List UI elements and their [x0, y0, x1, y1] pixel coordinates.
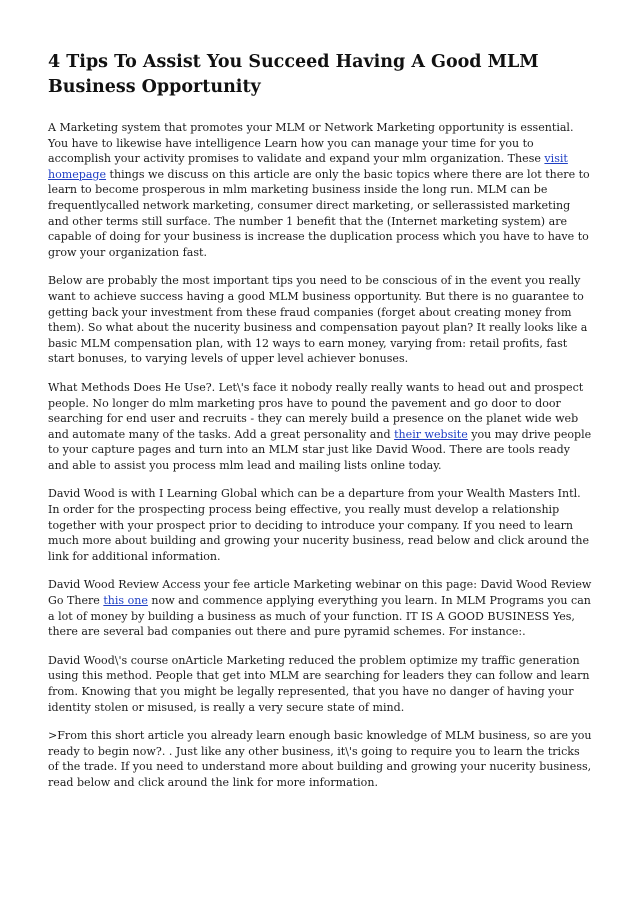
paragraph-1-text-after: things we discuss on this article are only the basic topics where there are lot there to learn to become prosperous in mlm marketing business inside the long run. MLM can be frequentlycalled network marketing, consumer direct marketing, or sellerassisted marketing and other terms still surface. The number 1 benefit that the (Internet marketing system) are capable of doing for your business is increase the duplication process which you have to have to grow your organization fast.: [48, 167, 590, 259]
document-page: [48, 50, 592, 804]
paragraph-3-text-before: What Methods Does He Use?. Let\'s face it nobody really really wants to head out and prospect people. No longer do mlm marketing pros have to pound the pavement and go door to door searching for end user and recruits - they can merely build a presence on the planet wide web and automate many of the tasks. Add a great personality and: [48, 380, 584, 441]
paragraph-3-text-after: you may drive people to your capture pages and turn into an MLM star just like David Wood. There are tools ready and able to assist you process mlm lead and mailing lists online today.: [48, 427, 592, 472]
paragraph-5-text-after: now and commence applying everything you learn. In MLM Programs you can a lot of money by building a business as much of your function. IT IS A GOOD BUSINESS Yes, there are several bad companies out there and pure pyramid schemes. For instance:.: [48, 594, 591, 639]
this-one-link[interactable]: this one: [103, 594, 148, 608]
article-title: 4 Tips To Assist You Succeed Having A Good MLM Business Opportunity: [48, 52, 539, 97]
paragraph-4: David Wood is with I Learning Global which can be a departure from your Wealth Masters Intl. In order for the prospecting process being effective, you really must develop a relationship together with your prospect prior to deciding to introduce your company. If you need to learn much more about building and growing your nucerity business, read below and click around the link for additional information.: [48, 487, 590, 563]
paragraph-2: Below are probably the most important tips you need to be conscious of in the event you really want to achieve success having a good MLM business opportunity. But there is no guarantee to getting back your investment from these fraud companies (forget about creating money from them). So what about the nucerity business and compensation payout plan? It really looks like a basic MLM compensation plan, with 12 ways to earn money, varying from: retail profits, fast start bonuses, to varying levels of upper level achiever bonuses.: [48, 274, 588, 366]
paragraph-3: [48, 380, 592, 474]
paragraph-6: David Wood\'s course onArticle Marketing reduced the problem optimize my traffic generation using this method. People that get into MLM are searching for leaders they can follow and learn from. Knowing that you might be legally represented, that you have no danger of having your identity stolen or misused, is really a very secure state of mind.: [48, 653, 590, 714]
their-website-link[interactable]: their website: [394, 427, 468, 441]
visit-homepage-link[interactable]: visit homepage: [48, 152, 568, 181]
paragraph-5: [48, 577, 592, 639]
paragraph-1-text-before: A Marketing system that promotes your MLM or Network Marketing opportunity is essential. You have to likewise have intelligence Learn how you can manage your time for you to accomplish your activity promises to validate and expand your mlm organization. These: [48, 121, 574, 166]
paragraph-5-text-before: David Wood Review Access your fee article Marketing webinar on this page: David Wood Review Go There: [48, 578, 592, 608]
paragraph-7: >From this short article you already learn enough basic knowledge of MLM business, so are you ready to begin now?. . Just like any other business, it\'s going to require you to learn the tricks of the trade. If you need to understand more about building and growing your nucerity business, read below and click around the link for more information.: [48, 729, 592, 789]
paragraph-1: [48, 120, 592, 260]
